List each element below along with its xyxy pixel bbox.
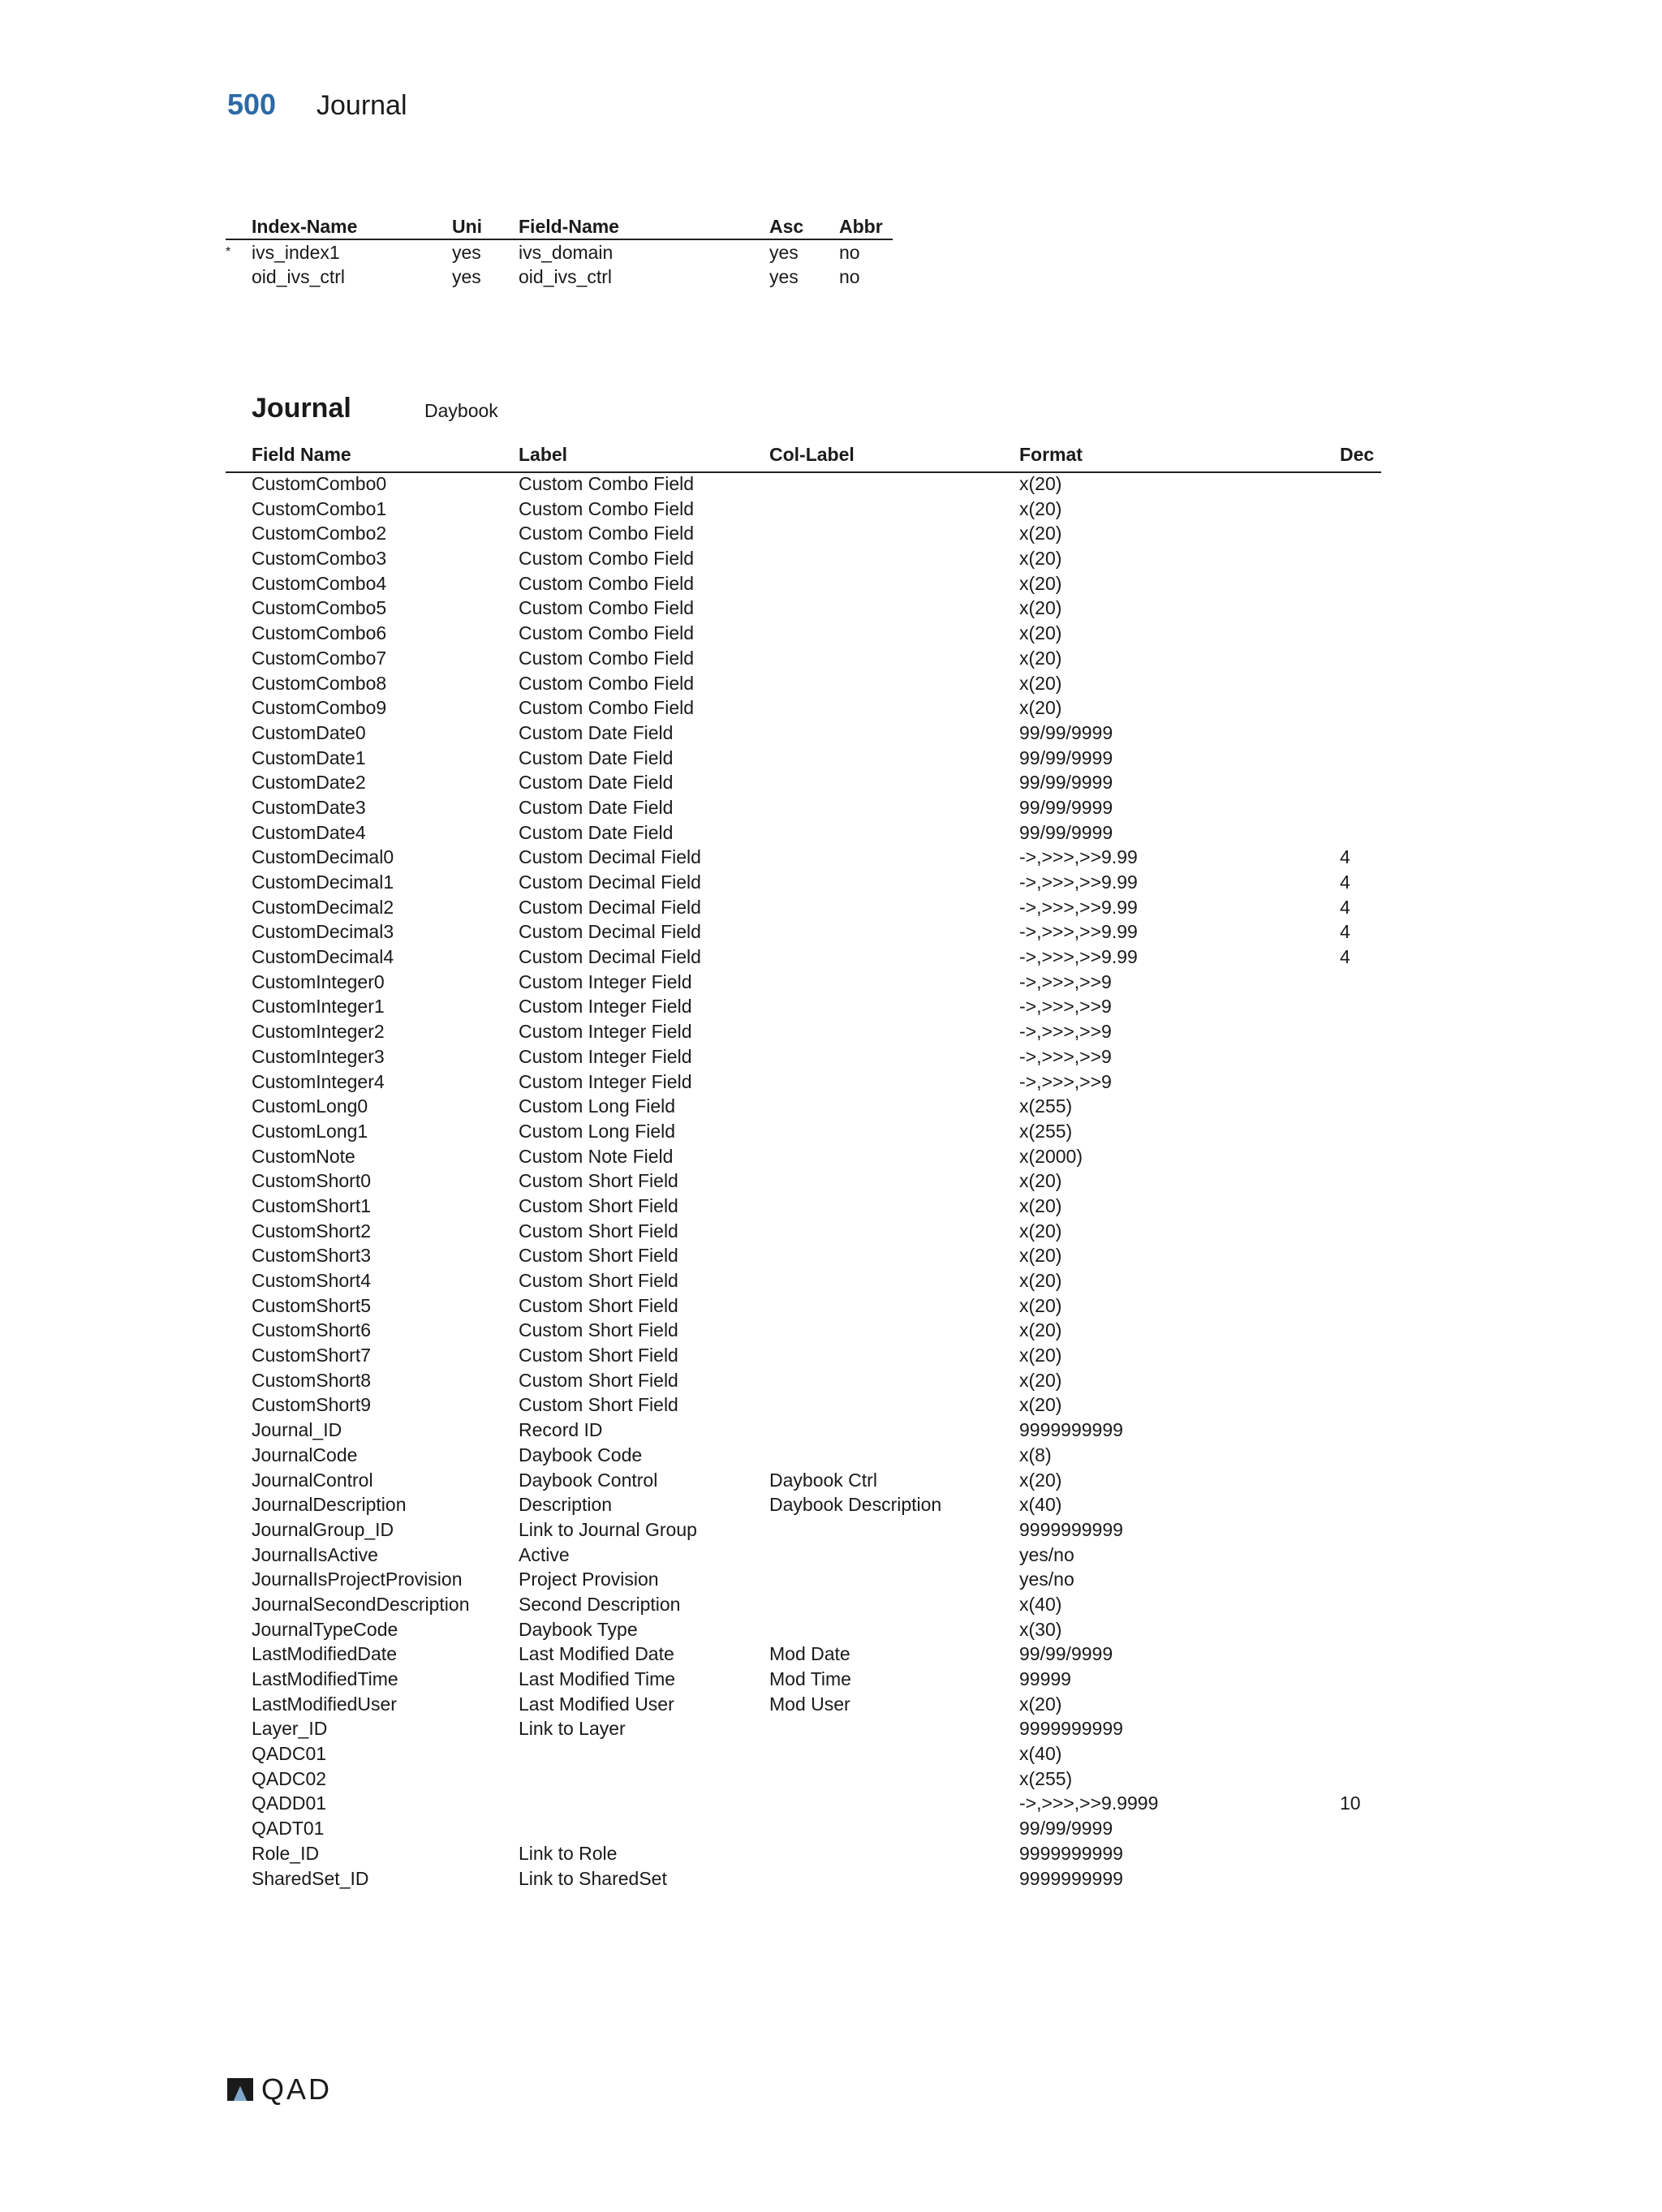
field-name-cell: CustomCombo0 [252, 473, 387, 494]
table-row [226, 921, 1381, 946]
format-cell: x(255) [1019, 1767, 1073, 1789]
label-cell: Custom Date Field [519, 796, 674, 818]
label-cell: Custom Combo Field [519, 647, 695, 669]
table-row [226, 946, 1381, 971]
field-name-cell: CustomDecimal2 [252, 896, 394, 918]
header-uni: Uni [452, 215, 483, 237]
label-cell: Custom Short Field [519, 1369, 678, 1391]
field-name-cell: CustomLong1 [252, 1120, 368, 1142]
field-name-cell: CustomCombo9 [252, 697, 387, 719]
format-cell: x(20) [1019, 523, 1062, 544]
format-cell: x(2000) [1019, 1145, 1083, 1167]
page-number: 500 [227, 88, 277, 121]
table-row [226, 1170, 1381, 1195]
table-row [226, 523, 1381, 548]
label-cell: Daybook Type [519, 1618, 638, 1640]
format-cell: x(20) [1019, 672, 1062, 694]
field-name-cell: CustomDate0 [252, 721, 366, 743]
field-table-header [226, 444, 1381, 473]
label-cell: Custom Date Field [519, 721, 674, 743]
table-row [226, 897, 1381, 922]
label-cell: Second Description [519, 1593, 681, 1615]
table-row [226, 1444, 1381, 1470]
field-name-cell: CustomDecimal3 [252, 921, 394, 943]
format-cell: 9999999999 [1019, 1867, 1123, 1889]
format-cell: 99999 [1019, 1668, 1071, 1689]
label-cell: Custom Long Field [519, 1120, 676, 1142]
field-name-cell: CustomDate4 [252, 821, 366, 843]
label-cell: Custom Integer Field [519, 1045, 692, 1067]
field-name-cell: Role_ID [252, 1842, 320, 1864]
field-name-cell: CustomDecimal1 [252, 871, 394, 893]
field-name-cell: QADT01 [252, 1818, 325, 1840]
format-cell: x(20) [1019, 597, 1062, 619]
label-cell: Daybook Control [519, 1469, 658, 1491]
field-name-cell: CustomDecimal4 [252, 946, 394, 968]
field-table [226, 444, 1381, 1892]
field-name-cell: JournalIsActive [252, 1543, 378, 1565]
asc-cell: yes [769, 241, 799, 263]
table-row [226, 697, 1381, 722]
format-cell: ->,>>>,>>9 [1019, 1021, 1112, 1043]
field-name-cell: CustomInteger4 [252, 1070, 385, 1092]
format-cell: 9999999999 [1019, 1718, 1123, 1740]
table-row [226, 1195, 1381, 1220]
field-name-cell: CustomShort3 [252, 1245, 372, 1267]
field-name-cell: JournalIsProjectProvision [252, 1569, 463, 1590]
table-row [226, 722, 1381, 747]
col-label-cell: Mod User [769, 1693, 850, 1715]
label-cell: Active [519, 1543, 570, 1565]
field-name-cell: CustomShort8 [252, 1369, 372, 1391]
table-row [226, 1394, 1381, 1419]
field-name-cell: JournalTypeCode [252, 1618, 398, 1640]
table-row [226, 622, 1381, 648]
index-table-body [226, 240, 893, 289]
label-cell: Link to Layer [519, 1718, 626, 1740]
table-row [226, 240, 893, 265]
format-cell: x(30) [1019, 1618, 1062, 1640]
table-row [226, 1370, 1381, 1395]
format-cell: x(20) [1019, 1319, 1062, 1341]
field-name-cell: QADC01 [252, 1743, 327, 1765]
field-table-body [226, 473, 1381, 1892]
label-cell: Custom Date Field [519, 821, 674, 843]
table-row [226, 1818, 1381, 1843]
abbr-cell: no [839, 265, 860, 287]
table-row [226, 1569, 1381, 1594]
format-cell: 9999999999 [1019, 1419, 1123, 1441]
format-cell: x(40) [1019, 1494, 1062, 1516]
uni-cell: yes [452, 241, 481, 263]
label-cell: Daybook Code [519, 1444, 643, 1465]
label-cell: Custom Integer Field [519, 996, 692, 1018]
table-row [226, 673, 1381, 698]
field-name-cell: CustomShort0 [252, 1170, 372, 1192]
uni-cell: yes [452, 265, 481, 287]
format-cell: x(20) [1019, 1170, 1062, 1192]
table-row [226, 648, 1381, 673]
label-cell: Custom Short Field [519, 1194, 678, 1216]
label-cell: Custom Decimal Field [519, 846, 701, 868]
table-row [226, 1270, 1381, 1295]
format-cell: x(8) [1019, 1444, 1052, 1465]
label-cell: Custom Combo Field [519, 473, 695, 494]
table-row [226, 1792, 1381, 1818]
field-name-cell: JournalGroup_ID [252, 1518, 394, 1540]
field-name-cell: CustomShort1 [252, 1194, 372, 1216]
table-row [226, 1544, 1381, 1569]
asc-cell: yes [769, 265, 799, 287]
format-cell: x(20) [1019, 1220, 1062, 1242]
field-name-cell: Journal_ID [252, 1419, 342, 1441]
field-name-cell: JournalSecondDescription [252, 1593, 470, 1615]
label-cell: Custom Short Field [519, 1394, 678, 1416]
format-cell: 9999999999 [1019, 1518, 1123, 1540]
field-name-cell: CustomShort2 [252, 1220, 372, 1242]
header-col-label: Col-Label [769, 444, 855, 465]
format-cell: ->,>>>,>>9 [1019, 1070, 1112, 1092]
format-cell: 9999999999 [1019, 1842, 1123, 1864]
page-header [227, 88, 407, 128]
table-row [226, 1470, 1381, 1495]
format-cell: ->,>>>,>>9.9999 [1019, 1792, 1159, 1814]
label-cell: Custom Combo Field [519, 497, 695, 519]
field-name-cell: CustomCombo6 [252, 622, 387, 644]
table-row [226, 573, 1381, 598]
table-row [226, 1494, 1381, 1519]
format-cell: yes/no [1019, 1569, 1074, 1590]
table-row [226, 1046, 1381, 1071]
label-cell: Custom Short Field [519, 1170, 678, 1192]
col-label-cell: Mod Time [769, 1668, 851, 1689]
table-row [226, 1668, 1381, 1693]
format-cell: x(20) [1019, 1693, 1062, 1715]
table-row [226, 1095, 1381, 1121]
table-row [226, 1843, 1381, 1868]
label-cell: Custom Date Field [519, 747, 674, 768]
label-cell: Link to Journal Group [519, 1518, 697, 1540]
table-row [226, 1743, 1381, 1768]
dec-cell: 4 [1340, 921, 1350, 943]
table-name: Journal [252, 393, 351, 424]
table-row [226, 1519, 1381, 1544]
field-name-cell: CustomInteger1 [252, 996, 385, 1018]
col-label-cell: Mod Date [769, 1643, 850, 1665]
field-name-cell: CustomCombo4 [252, 572, 387, 594]
format-cell: 99/99/9999 [1019, 1818, 1113, 1840]
table-description: Daybook [424, 400, 498, 421]
col-label-cell: Daybook Description [769, 1494, 942, 1516]
table-row [226, 1419, 1381, 1444]
table-row [226, 1693, 1381, 1719]
format-cell: ->,>>>,>>9 [1019, 1045, 1112, 1067]
format-cell: ->,>>>,>>9.99 [1019, 846, 1138, 868]
format-cell: ->,>>>,>>9 [1019, 970, 1112, 992]
dec-cell: 10 [1340, 1792, 1361, 1814]
page-section-title: Journal [316, 90, 407, 121]
field-name-cell: QADD01 [252, 1792, 327, 1814]
format-cell: 99/99/9999 [1019, 721, 1113, 743]
field-name-cell: CustomDate2 [252, 772, 366, 794]
label-cell: Record ID [519, 1419, 603, 1441]
primary-index-marker: * [226, 245, 231, 259]
format-cell: x(20) [1019, 1469, 1062, 1491]
field-name-cell: JournalControl [252, 1469, 373, 1491]
field-name-cell: CustomDate3 [252, 796, 366, 818]
format-cell: 99/99/9999 [1019, 1643, 1113, 1665]
label-cell: Custom Combo Field [519, 548, 695, 570]
field-name-cell: CustomInteger0 [252, 970, 385, 992]
table-row [226, 747, 1381, 772]
format-cell: x(20) [1019, 622, 1062, 644]
table-row [226, 772, 1381, 797]
table-row [226, 1071, 1381, 1096]
field-name-cell: JournalDescription [252, 1494, 407, 1516]
format-cell: ->,>>>,>>9.99 [1019, 946, 1138, 968]
header-index-name: Index-Name [252, 215, 358, 237]
label-cell: Description [519, 1494, 613, 1516]
dec-cell: 4 [1340, 871, 1350, 893]
format-cell: x(20) [1019, 1345, 1062, 1366]
format-cell: x(20) [1019, 1245, 1062, 1267]
index-table-header [226, 214, 893, 240]
field-name-cell: CustomNote [252, 1145, 355, 1167]
field-name-cell: oid_ivs_ctrl [519, 265, 613, 287]
field-name-cell: CustomCombo8 [252, 672, 387, 694]
dec-cell: 4 [1340, 846, 1350, 868]
qad-logo [226, 2072, 332, 2107]
header-dec: Dec [1340, 444, 1375, 465]
table-row [226, 1245, 1381, 1270]
format-cell: x(20) [1019, 1369, 1062, 1391]
format-cell: x(20) [1019, 548, 1062, 570]
table-title [252, 393, 498, 424]
label-cell: Project Provision [519, 1569, 659, 1590]
field-name-cell: CustomDecimal0 [252, 846, 394, 868]
table-row [226, 797, 1381, 822]
dec-cell: 4 [1340, 896, 1350, 918]
table-row [226, 1220, 1381, 1246]
format-cell: x(20) [1019, 647, 1062, 669]
header-asc: Asc [769, 215, 804, 237]
table-row [226, 1121, 1381, 1146]
format-cell: x(20) [1019, 1294, 1062, 1316]
label-cell: Last Modified Time [519, 1668, 676, 1689]
table-row [226, 1643, 1381, 1668]
table-row [226, 971, 1381, 996]
format-cell: 99/99/9999 [1019, 747, 1113, 768]
table-row [226, 548, 1381, 573]
label-cell: Custom Combo Field [519, 597, 695, 619]
field-name-cell: LastModifiedUser [252, 1693, 397, 1715]
format-cell: x(255) [1019, 1095, 1073, 1117]
format-cell: ->,>>>,>>9.99 [1019, 921, 1138, 943]
table-row [226, 265, 893, 289]
label-cell: Custom Date Field [519, 772, 674, 794]
table-row [226, 498, 1381, 523]
table-row [226, 846, 1381, 871]
col-label-cell: Daybook Ctrl [769, 1469, 877, 1491]
field-name-cell: CustomShort7 [252, 1345, 372, 1366]
field-name-cell: CustomCombo7 [252, 647, 387, 669]
field-name-cell: ivs_domain [519, 241, 614, 263]
table-row [226, 996, 1381, 1021]
label-cell: Custom Short Field [519, 1345, 678, 1366]
table-row [226, 1295, 1381, 1320]
header-label: Label [519, 444, 568, 465]
table-row [226, 1718, 1381, 1743]
logo-text: QAD [261, 2072, 333, 2106]
field-name-cell: QADC02 [252, 1767, 327, 1789]
table-row [226, 1619, 1381, 1644]
label-cell: Custom Short Field [519, 1220, 678, 1242]
field-name-cell: LastModifiedDate [252, 1643, 397, 1665]
table-row [226, 597, 1381, 622]
label-cell: Custom Decimal Field [519, 871, 701, 893]
label-cell: Custom Decimal Field [519, 921, 701, 943]
label-cell: Custom Integer Field [519, 970, 692, 992]
format-cell: x(20) [1019, 497, 1062, 519]
index-name-cell: ivs_index1 [252, 241, 340, 263]
label-cell: Custom Short Field [519, 1319, 678, 1341]
field-name-cell: Layer_ID [252, 1718, 328, 1740]
field-name-cell: CustomCombo1 [252, 497, 387, 519]
table-row [226, 1345, 1381, 1370]
label-cell: Custom Combo Field [519, 672, 695, 694]
format-cell: x(20) [1019, 1194, 1062, 1216]
field-name-cell: CustomCombo2 [252, 523, 387, 544]
field-name-cell: CustomInteger3 [252, 1045, 385, 1067]
field-name-cell: CustomShort9 [252, 1394, 372, 1416]
format-cell: ->,>>>,>>9 [1019, 996, 1112, 1018]
index-name-cell: oid_ivs_ctrl [252, 265, 346, 287]
dec-cell: 4 [1340, 946, 1350, 968]
format-cell: x(20) [1019, 1394, 1062, 1416]
field-name-cell: CustomInteger2 [252, 1021, 385, 1043]
abbr-cell: no [839, 241, 860, 263]
qad-logo-icon [226, 2076, 255, 2102]
table-row [226, 871, 1381, 897]
label-cell: Custom Integer Field [519, 1021, 692, 1043]
format-cell: 99/99/9999 [1019, 772, 1113, 794]
format-cell: x(40) [1019, 1743, 1062, 1765]
field-name-cell: CustomShort6 [252, 1319, 372, 1341]
table-row [226, 1594, 1381, 1619]
label-cell: Custom Combo Field [519, 572, 695, 594]
table-row [226, 1146, 1381, 1171]
label-cell: Link to Role [519, 1842, 618, 1864]
format-cell: x(20) [1019, 473, 1062, 494]
label-cell: Custom Long Field [519, 1095, 676, 1117]
field-name-cell: CustomShort5 [252, 1294, 372, 1316]
field-name-cell: CustomCombo5 [252, 597, 387, 619]
header-format: Format [1019, 444, 1083, 465]
field-name-cell: CustomDate1 [252, 747, 366, 768]
table-row [226, 1768, 1381, 1793]
format-cell: 99/99/9999 [1019, 796, 1113, 818]
label-cell: Custom Combo Field [519, 523, 695, 544]
label-cell: Custom Decimal Field [519, 896, 701, 918]
table-row [226, 473, 1381, 498]
header-abbr: Abbr [839, 215, 883, 237]
label-cell: Custom Short Field [519, 1245, 678, 1267]
table-row [226, 822, 1381, 847]
field-name-cell: CustomShort4 [252, 1270, 372, 1291]
format-cell: x(20) [1019, 697, 1062, 719]
table-row [226, 1021, 1381, 1046]
table-row [226, 1868, 1381, 1893]
label-cell: Custom Integer Field [519, 1070, 692, 1092]
field-name-cell: CustomLong0 [252, 1095, 368, 1117]
format-cell: ->,>>>,>>9.99 [1019, 896, 1138, 918]
field-name-cell: CustomCombo3 [252, 548, 387, 570]
format-cell: 99/99/9999 [1019, 821, 1113, 843]
label-cell: Custom Combo Field [519, 697, 695, 719]
label-cell: Last Modified Date [519, 1643, 674, 1665]
label-cell: Custom Short Field [519, 1294, 678, 1316]
format-cell: x(255) [1019, 1120, 1073, 1142]
label-cell: Custom Decimal Field [519, 946, 701, 968]
label-cell: Link to SharedSet [519, 1867, 667, 1889]
label-cell: Last Modified User [519, 1693, 674, 1715]
label-cell: Custom Short Field [519, 1270, 678, 1291]
format-cell: x(20) [1019, 572, 1062, 594]
label-cell: Custom Combo Field [519, 622, 695, 644]
format-cell: x(40) [1019, 1593, 1062, 1615]
field-name-cell: SharedSet_ID [252, 1867, 369, 1889]
format-cell: ->,>>>,>>9.99 [1019, 871, 1138, 893]
field-name-cell: JournalCode [252, 1444, 358, 1465]
header-field-name: Field Name [252, 444, 351, 465]
format-cell: yes/no [1019, 1543, 1074, 1565]
table-row [226, 1319, 1381, 1345]
format-cell: x(20) [1019, 1270, 1062, 1291]
field-name-cell: LastModifiedTime [252, 1668, 398, 1689]
index-table [226, 214, 893, 289]
label-cell: Custom Note Field [519, 1145, 674, 1167]
header-field-name: Field-Name [519, 215, 619, 237]
